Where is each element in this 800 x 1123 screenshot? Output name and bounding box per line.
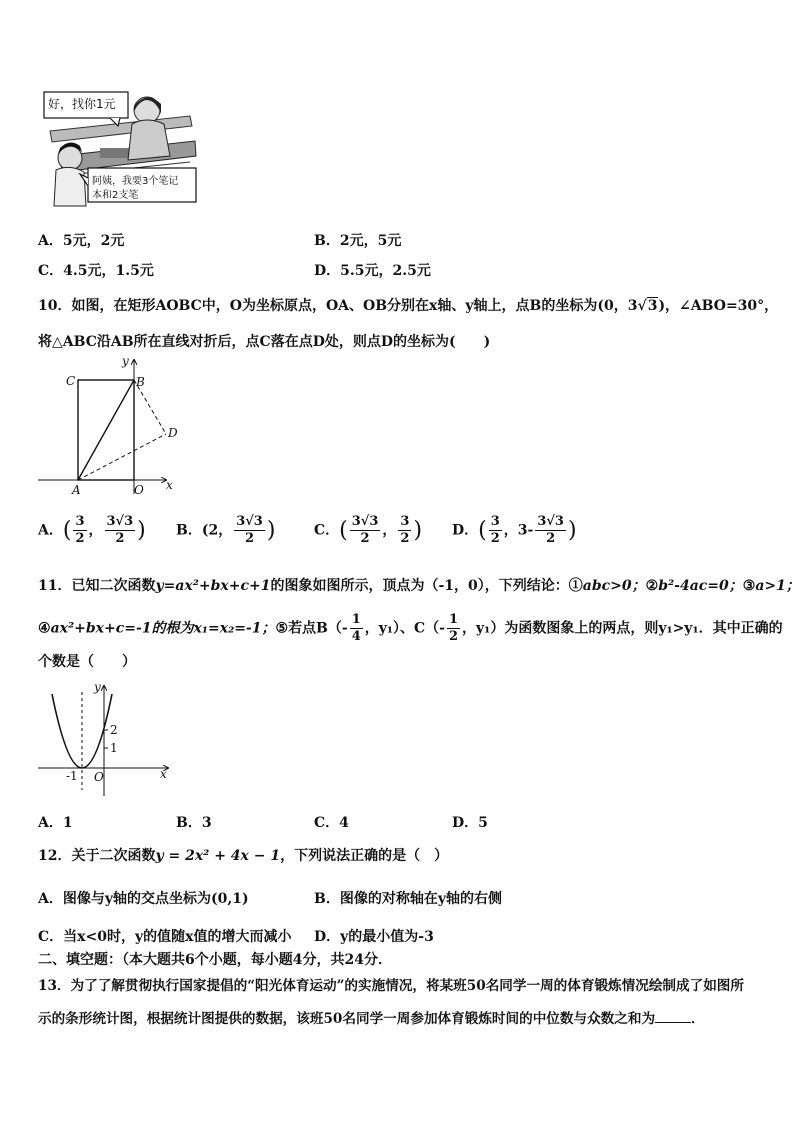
tick-label-1: 1 <box>110 741 118 755</box>
q12-stem: 12．关于二次函数y = 2x² + 4x − 1，下列说法正确的是（ ） <box>38 848 449 864</box>
q12-option-b: B．图像的对称轴在y轴的右侧 <box>314 891 502 907</box>
answer-blank[interactable] <box>655 1008 691 1023</box>
q11-option-c: C．4 <box>314 815 349 831</box>
label-o: O <box>94 770 104 784</box>
section-title-fill-in: 二、填空题：（本大题共6个小题，每小题4分，共24分． <box>38 952 392 968</box>
label-a: A <box>72 483 81 497</box>
q12-option-d: D．y的最小值为-3 <box>314 929 434 945</box>
label-c: C <box>66 374 76 388</box>
tick-label-minus-1: -1 <box>66 769 78 783</box>
q13-stem-line2: 示的条形统计图，根据统计图提供的数据，该班50名同学一周参加体育锻炼时间的中位数与众数之和为 ． <box>38 1008 705 1029</box>
q10-option-a: A．( $\frac{3}{2}$ ， $\frac{3√3}{2}$ ) <box>38 514 146 546</box>
q11-stem-line1: 11．已知二次函数y=ax²+bx+c+1的图象如图所示，顶点为（-1，0），下列结论：①abc>0；②b²-4ac=0；③a>1； <box>38 578 800 594</box>
sqrt-sign: √ <box>637 298 647 314</box>
q11-option-a: A．1 <box>38 815 73 831</box>
bubble-child-text-1: 阿姨，我要3个笔记 <box>92 176 179 187</box>
label-x: x <box>160 767 167 781</box>
label-y: y <box>122 354 129 368</box>
q10-option-b: B．(2， $\frac{3√3}{2}$ ) <box>176 514 276 546</box>
q10-stem-line1: 10．如图，在矩形AOBC中，O为坐标原点，OA、OB分别在x轴、y轴上，点B的坐标为(0，3√3)，∠ABO=30°， <box>38 298 779 314</box>
label-o: O <box>134 483 144 497</box>
q13-stem-line1: 13．为了了解贯彻执行国家提倡的“阳光体育运动”的实施情况，将某班50名同学一周的体育锻炼情况绘制成了如图所 <box>38 978 744 994</box>
q11-option-b: B．3 <box>176 815 212 831</box>
q9-option-d: D．5.5元，2.5元 <box>314 263 431 279</box>
q10-option-c: C．( $\frac{3√3}{2}$ ， $\frac{3}{2}$ ) <box>314 514 423 546</box>
bubble-shopkeeper-text: 好，找你1元 <box>48 97 116 111</box>
tick-label-2: 2 <box>110 723 118 737</box>
q11-parabola-figure <box>36 680 176 800</box>
label-x: x <box>166 478 173 492</box>
q9-option-b: B．2元，5元 <box>314 233 402 249</box>
label-d: D <box>168 426 178 440</box>
q12-option-a: A．图像与y轴的交点坐标为(0,1) <box>38 891 249 907</box>
label-b: B <box>136 375 145 389</box>
q10-rectangle-figure <box>36 354 186 500</box>
q9-option-a: A．5元，2元 <box>38 233 125 249</box>
q10-stem-line2: 将△ABC沿AB所在直线对折后，点C落在点D处，则点D的坐标为( ) <box>38 334 491 350</box>
label-y: y <box>94 680 101 694</box>
bubble-child-text-2: 本和2支笔 <box>92 190 139 201</box>
q12-option-c: C．当x<0时，y的值随x值的增大而减小 <box>38 929 292 945</box>
q11-option-d: D．5 <box>452 815 488 831</box>
q11-stem-line2: ④ax²+bx+c=-1的根为x₁=x₂=-1；⑤若点B（- $\frac{1}{4}$ ，y₁）、C（- $\frac{1}{2}$ ，y₁）为函数图象上的两点，则y₁>y₁．其中正确的 <box>38 612 783 644</box>
q10-option-d: D．( $\frac{3}{2}$ ，3- $\frac{3√3}{2}$ ) <box>452 514 577 546</box>
q9-option-c: C．4.5元，1.5元 <box>38 263 154 279</box>
q11-stem-line3: 个数是（ ） <box>38 654 136 670</box>
shopping-illustration <box>40 86 200 212</box>
